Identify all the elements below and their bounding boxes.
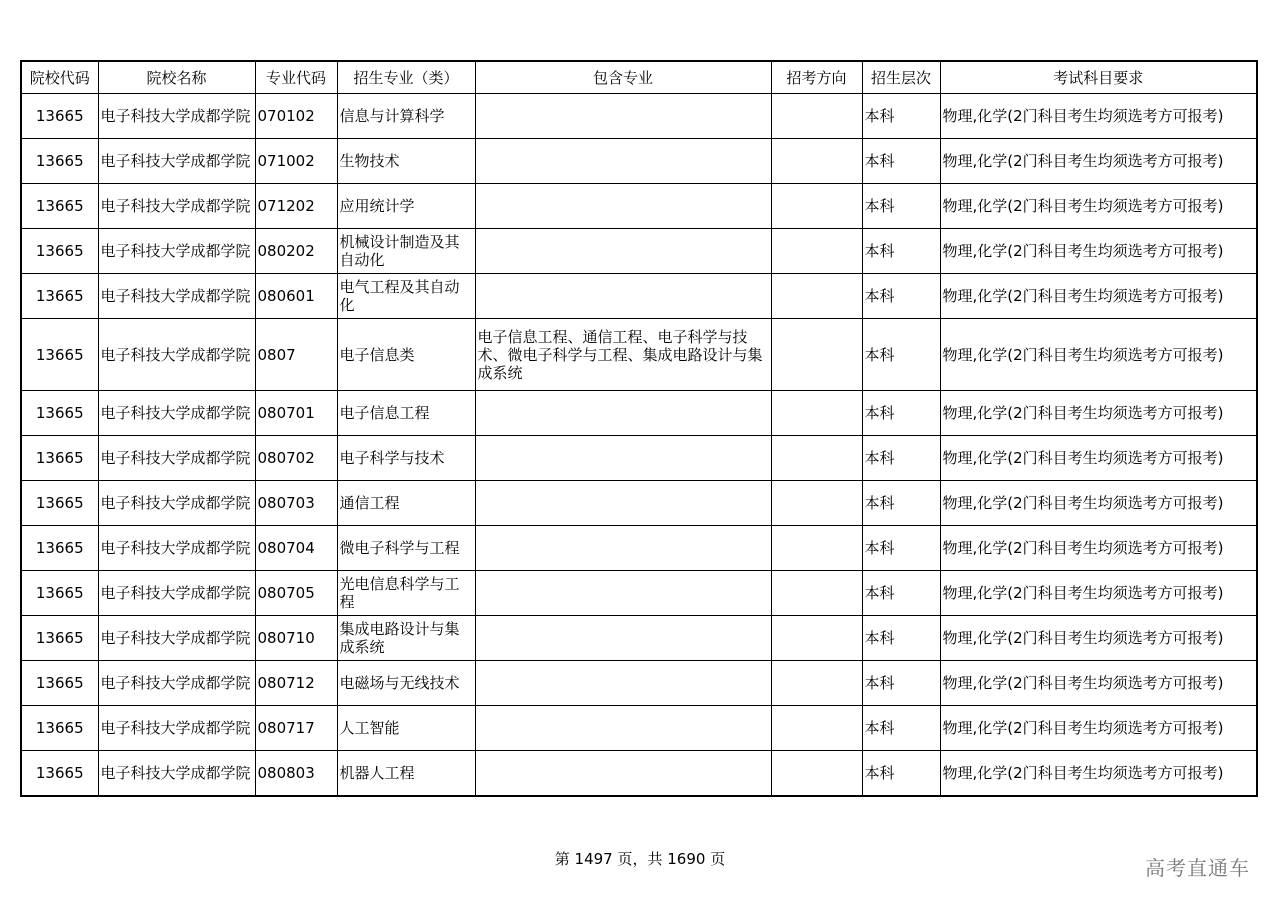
table-row [21, 436, 1257, 481]
cell-direction [771, 139, 862, 184]
cell-school-name: 电子科技大学成都学院 [98, 706, 255, 751]
table-row [21, 229, 1257, 274]
cell-major-code: 080703 [255, 481, 337, 526]
cell-major: 机器人工程 [337, 751, 475, 797]
cell-included-majors [475, 94, 771, 139]
cell-included-majors [475, 751, 771, 797]
cell-subject-requirements: 物理,化学(2门科目考生均须选考方可报考) [940, 526, 1257, 571]
cell-school-code: 13665 [21, 706, 98, 751]
cell-level: 本科 [862, 391, 940, 436]
cell-major-code: 080701 [255, 391, 337, 436]
cell-school-code: 13665 [21, 184, 98, 229]
cell-major-code: 080704 [255, 526, 337, 571]
cell-included-majors [475, 526, 771, 571]
cell-level: 本科 [862, 481, 940, 526]
cell-direction [771, 229, 862, 274]
cell-school-name: 电子科技大学成都学院 [98, 481, 255, 526]
table-row [21, 94, 1257, 139]
cell-direction [771, 184, 862, 229]
cell-level: 本科 [862, 94, 940, 139]
cell-major: 人工智能 [337, 706, 475, 751]
cell-level: 本科 [862, 184, 940, 229]
page-number: 第 1497 页，共 1690 页 [554, 850, 726, 868]
header-major-code: 专业代码 [255, 61, 337, 94]
cell-school-name: 电子科技大学成都学院 [98, 751, 255, 797]
cell-school-code: 13665 [21, 571, 98, 616]
cell-major: 机械设计制造及其自动化 [337, 229, 475, 274]
cell-subject-requirements: 物理,化学(2门科目考生均须选考方可报考) [940, 481, 1257, 526]
table-row [21, 571, 1257, 616]
cell-level: 本科 [862, 661, 940, 706]
cell-included-majors [475, 274, 771, 319]
cell-level: 本科 [862, 319, 940, 391]
cell-major-code: 080601 [255, 274, 337, 319]
cell-subject-requirements: 物理,化学(2门科目考生均须选考方可报考) [940, 139, 1257, 184]
cell-school-name: 电子科技大学成都学院 [98, 526, 255, 571]
header-direction: 招考方向 [771, 61, 862, 94]
cell-school-name: 电子科技大学成都学院 [98, 571, 255, 616]
cell-subject-requirements: 物理,化学(2门科目考生均须选考方可报考) [940, 184, 1257, 229]
cell-school-name: 电子科技大学成都学院 [98, 139, 255, 184]
cell-included-majors [475, 481, 771, 526]
cell-major-code: 0807 [255, 319, 337, 391]
cell-level: 本科 [862, 616, 940, 661]
cell-level: 本科 [862, 751, 940, 797]
cell-level: 本科 [862, 706, 940, 751]
cell-major-code: 080717 [255, 706, 337, 751]
cell-subject-requirements: 物理,化学(2门科目考生均须选考方可报考) [940, 229, 1257, 274]
cell-included-majors [475, 436, 771, 481]
cell-school-code: 13665 [21, 229, 98, 274]
cell-level: 本科 [862, 571, 940, 616]
header-major: 招生专业（类） [337, 61, 475, 94]
cell-major-code: 071002 [255, 139, 337, 184]
cell-school-code: 13665 [21, 751, 98, 797]
table-row [21, 139, 1257, 184]
cell-direction [771, 274, 862, 319]
header-level: 招生层次 [862, 61, 940, 94]
header-school-name: 院校名称 [98, 61, 255, 94]
cell-school-code: 13665 [21, 391, 98, 436]
cell-included-majors [475, 616, 771, 661]
cell-major: 微电子科学与工程 [337, 526, 475, 571]
cell-level: 本科 [862, 139, 940, 184]
enrollment-table [20, 60, 1258, 797]
table-row [21, 481, 1257, 526]
cell-major: 电子科学与技术 [337, 436, 475, 481]
cell-direction [771, 391, 862, 436]
table-row [21, 391, 1257, 436]
cell-included-majors [475, 661, 771, 706]
cell-school-name: 电子科技大学成都学院 [98, 319, 255, 391]
cell-subject-requirements: 物理,化学(2门科目考生均须选考方可报考) [940, 661, 1257, 706]
cell-school-name: 电子科技大学成都学院 [98, 94, 255, 139]
table-body [21, 94, 1257, 797]
cell-subject-requirements: 物理,化学(2门科目考生均须选考方可报考) [940, 94, 1257, 139]
cell-subject-requirements: 物理,化学(2门科目考生均须选考方可报考) [940, 319, 1257, 391]
cell-major-code: 080705 [255, 571, 337, 616]
cell-level: 本科 [862, 436, 940, 481]
cell-direction [771, 751, 862, 797]
cell-school-code: 13665 [21, 436, 98, 481]
cell-major-code: 080702 [255, 436, 337, 481]
cell-school-name: 电子科技大学成都学院 [98, 391, 255, 436]
cell-major: 通信工程 [337, 481, 475, 526]
cell-direction [771, 319, 862, 391]
table-row [21, 274, 1257, 319]
cell-major-code: 080712 [255, 661, 337, 706]
cell-major-code: 070102 [255, 94, 337, 139]
cell-direction [771, 526, 862, 571]
cell-school-code: 13665 [21, 139, 98, 184]
cell-subject-requirements: 物理,化学(2门科目考生均须选考方可报考) [940, 436, 1257, 481]
cell-direction [771, 436, 862, 481]
cell-subject-requirements: 物理,化学(2门科目考生均须选考方可报考) [940, 571, 1257, 616]
cell-included-majors [475, 391, 771, 436]
table-row [21, 184, 1257, 229]
cell-direction [771, 571, 862, 616]
cell-subject-requirements: 物理,化学(2门科目考生均须选考方可报考) [940, 274, 1257, 319]
cell-school-code: 13665 [21, 526, 98, 571]
watermark: 高考直通车 [1145, 856, 1250, 880]
cell-level: 本科 [862, 526, 940, 571]
table-row [21, 616, 1257, 661]
cell-major: 应用统计学 [337, 184, 475, 229]
cell-school-name: 电子科技大学成都学院 [98, 229, 255, 274]
cell-major: 光电信息科学与工程 [337, 571, 475, 616]
cell-direction [771, 94, 862, 139]
table-header-row [21, 61, 1257, 94]
cell-major-code: 080710 [255, 616, 337, 661]
cell-included-majors: 电子信息工程、通信工程、电子科学与技术、微电子科学与工程、集成电路设计与集成系统 [475, 319, 771, 391]
cell-major: 生物技术 [337, 139, 475, 184]
cell-major: 电气工程及其自动化 [337, 274, 475, 319]
cell-major: 信息与计算科学 [337, 94, 475, 139]
cell-major: 电子信息类 [337, 319, 475, 391]
cell-school-code: 13665 [21, 319, 98, 391]
cell-major-code: 071202 [255, 184, 337, 229]
table-row [21, 706, 1257, 751]
table-row [21, 319, 1257, 391]
cell-direction [771, 661, 862, 706]
cell-major-code: 080803 [255, 751, 337, 797]
cell-included-majors [475, 184, 771, 229]
header-subject-requirements: 考试科目要求 [940, 61, 1257, 94]
cell-subject-requirements: 物理,化学(2门科目考生均须选考方可报考) [940, 706, 1257, 751]
cell-included-majors [475, 139, 771, 184]
header-included-majors: 包含专业 [475, 61, 771, 94]
cell-direction [771, 706, 862, 751]
cell-major-code: 080202 [255, 229, 337, 274]
cell-school-code: 13665 [21, 661, 98, 706]
cell-school-name: 电子科技大学成都学院 [98, 184, 255, 229]
cell-school-code: 13665 [21, 481, 98, 526]
cell-included-majors [475, 706, 771, 751]
cell-school-code: 13665 [21, 616, 98, 661]
cell-major: 集成电路设计与集成系统 [337, 616, 475, 661]
cell-included-majors [475, 229, 771, 274]
cell-school-name: 电子科技大学成都学院 [98, 436, 255, 481]
cell-school-name: 电子科技大学成都学院 [98, 274, 255, 319]
table-row [21, 661, 1257, 706]
cell-major: 电子信息工程 [337, 391, 475, 436]
cell-direction [771, 481, 862, 526]
cell-school-code: 13665 [21, 274, 98, 319]
cell-major: 电磁场与无线技术 [337, 661, 475, 706]
table-row [21, 751, 1257, 797]
cell-level: 本科 [862, 274, 940, 319]
cell-subject-requirements: 物理,化学(2门科目考生均须选考方可报考) [940, 616, 1257, 661]
cell-direction [771, 616, 862, 661]
cell-included-majors [475, 571, 771, 616]
header-school-code: 院校代码 [21, 61, 98, 94]
cell-school-code: 13665 [21, 94, 98, 139]
cell-subject-requirements: 物理,化学(2门科目考生均须选考方可报考) [940, 391, 1257, 436]
cell-school-name: 电子科技大学成都学院 [98, 616, 255, 661]
cell-subject-requirements: 物理,化学(2门科目考生均须选考方可报考) [940, 751, 1257, 797]
cell-level: 本科 [862, 229, 940, 274]
table-row [21, 526, 1257, 571]
cell-school-name: 电子科技大学成都学院 [98, 661, 255, 706]
